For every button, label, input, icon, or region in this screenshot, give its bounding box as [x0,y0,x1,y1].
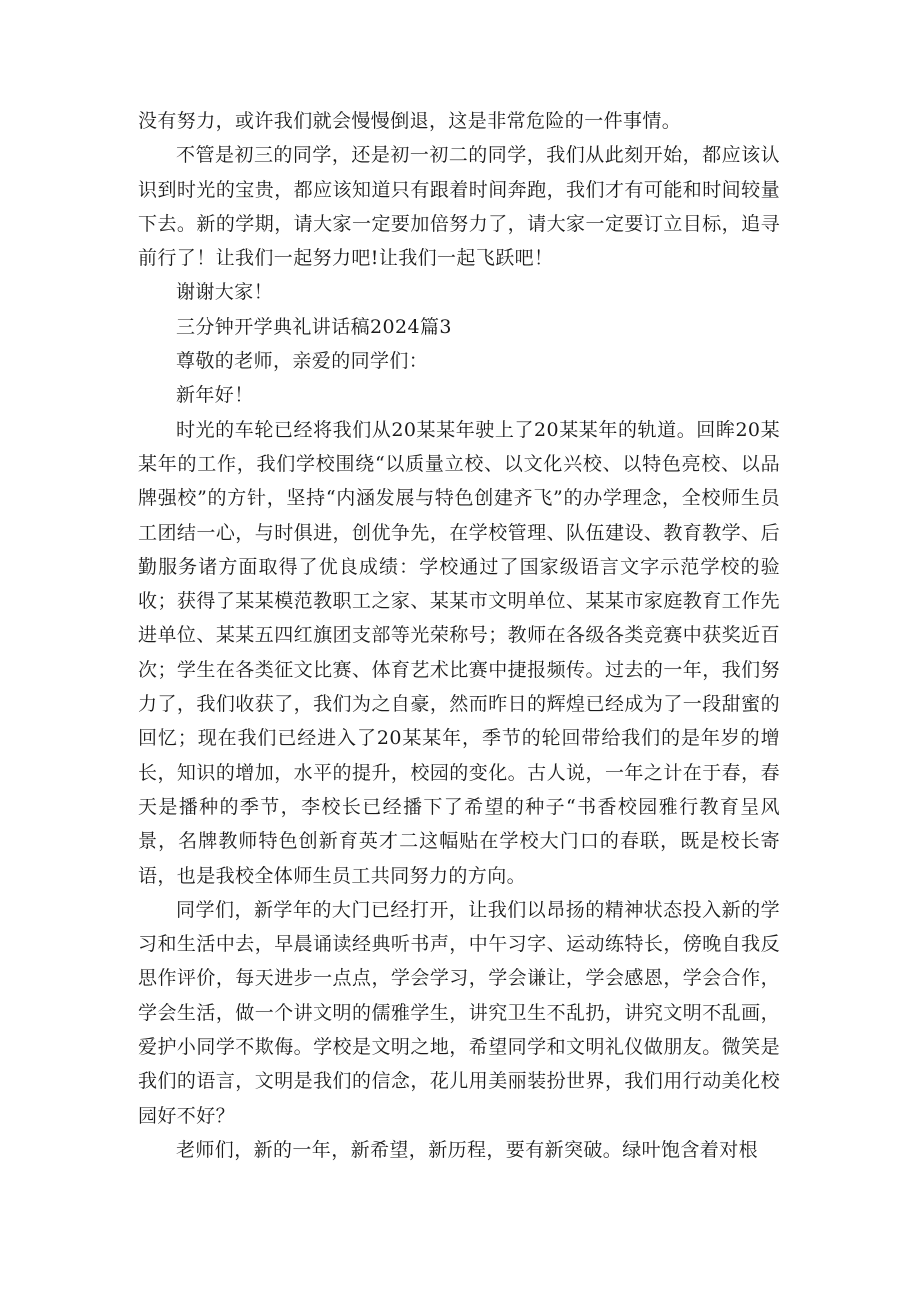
document-body [138,104,780,1167]
salutation: 尊敬的老师，亲爱的同学们： [176,350,429,373]
section-heading: 三分钟开学典礼讲话稿2024篇3 [176,315,452,338]
paragraph-teachers: 老师们，新的一年，新希望，新历程，要有新突破。绿叶饱含着对根 [176,1138,759,1161]
paragraph-continuation: 没有努力，或许我们就会慢慢倒退，这是非常危险的一件事情。 [138,110,682,132]
paragraph-thanks: 谢谢大家！ [176,281,274,304]
paragraph-students: 同学们，新学年的大门已经打开，让我们以昂扬的精神状态投入新的学习和生活中去，早晨诵读经典听书声，中午习字、运动练特长，傍晚自我反思作评价，每天进步一点点，学会学习，学会谦让，学会感恩，学会合作，学会生活，做一个讲文明的儒雅学生，讲究卫生不乱扔，讲究文明不乱画，爱护小同学不欺侮。学校是文明之地，希望同学和文明礼仪做朋友。微笑是我们的语言，文明是我们的信念，花儿用美丽装扮世界，我们用行动美化校园好不好？ [138,898,780,1127]
paragraph-study-time: 不管是初三的同学，还是初一初二的同学，我们从此刻开始，都应该认识到时光的宝贵，都应该知道只有跟着时间奔跑，我们才有可能和时间较量下去。新的学期，请大家一定要加倍努力了，请大家一定要订立目标，追寻前行了！让我们一起努力吧!让我们一起飞跃吧！ [138,144,780,270]
paragraph-review: 时光的车轮已经将我们从20某某年驶上了20某某年的轨道。回眸20某某年的工作，我们学校围绕“以质量立校、以文化兴校、以特色亮校、以品牌强校”的方针，坚持“内涵发展与特色创建齐飞”的办学理念，全校师生员工团结一心，与时俱进，创优争先，在学校管理、队伍建设、教育教学、后勤服务诸方面取得了优良成绩：学校通过了国家级语言文字示范学校的验收；获得了某某模范教职工之家、某某市文明单位、某某市家庭教育工作先进单位、某某五四红旗团支部等光荣称号；教师在各级各类竞赛中获奖近百次；学生在各类征文比赛、体育艺术比赛中捷报频传。过去的一年，我们努力了，我们收获了，我们为之自豪，然而昨日的辉煌已经成为了一段甜蜜的回忆；现在我们已经进入了20某某年，季节的轮回带给我们的是年岁的增长，知识的增加，水平的提升，校园的变化。古人说，一年之计在于春，春天是播种的季节，李校长已经播下了希望的种子“书香校园雅行教育呈风景，名牌教师特色创新育英才二这幅贴在学校大门口的春联，既是校长寄语，也是我校全体师生员工共同努力的方向。 [138,418,780,887]
greeting: 新年好！ [176,384,254,407]
